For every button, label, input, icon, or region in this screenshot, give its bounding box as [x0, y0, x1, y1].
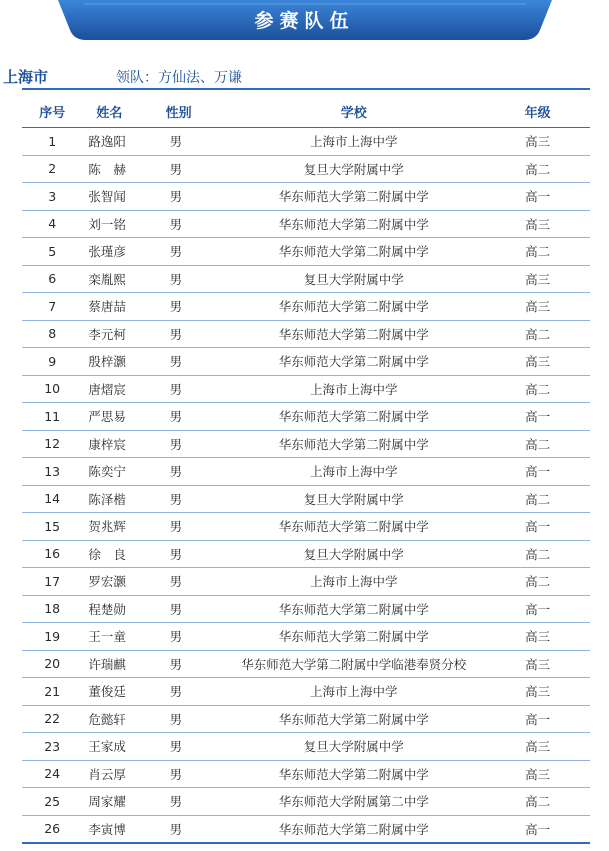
cell-gender: 男	[162, 183, 223, 211]
table-row	[22, 238, 590, 266]
table-row	[22, 155, 590, 183]
cell-no: 18	[22, 595, 82, 623]
cell-school: 复旦大学附属中学	[222, 265, 485, 293]
cell-no: 14	[22, 485, 82, 513]
cell-no: 15	[22, 513, 82, 541]
cell-no: 8	[22, 320, 82, 348]
region-header	[0, 66, 590, 86]
table-row	[22, 623, 590, 651]
cell-name: 刘一铭	[82, 210, 161, 238]
cell-gender: 男	[162, 155, 223, 183]
cell-school: 华东师范大学第二附属中学	[222, 705, 485, 733]
cell-school: 上海市上海中学	[222, 128, 485, 156]
cell-name: 路逸阳	[82, 128, 161, 156]
cell-name: 陈泽楷	[82, 485, 161, 513]
col-header-school: 学校	[222, 96, 485, 128]
cell-no: 7	[22, 293, 82, 321]
cell-gender: 男	[162, 623, 223, 651]
cell-no: 1	[22, 128, 82, 156]
cell-school: 华东师范大学第二附属中学	[222, 513, 485, 541]
cell-school: 华东师范大学第二附属中学	[222, 320, 485, 348]
table-row	[22, 540, 590, 568]
cell-school: 上海市上海中学	[222, 678, 485, 706]
cell-no: 23	[22, 733, 82, 761]
region-name: 上海市	[3, 68, 49, 86]
cell-no: 20	[22, 650, 82, 678]
cell-gender: 男	[162, 293, 223, 321]
cell-name: 陈 赫	[82, 155, 161, 183]
table-row	[22, 485, 590, 513]
cell-gender: 男	[162, 705, 223, 733]
table-row	[22, 513, 590, 541]
table-row	[22, 815, 590, 843]
cell-grade: 高一	[485, 815, 590, 843]
team-table	[22, 96, 590, 844]
cell-no: 26	[22, 815, 82, 843]
cell-name: 许瑞麒	[82, 650, 161, 678]
cell-school: 华东师范大学第二附属中学	[222, 348, 485, 376]
cell-school: 华东师范大学第二附属中学	[222, 403, 485, 431]
cell-no: 5	[22, 238, 82, 266]
table-row	[22, 650, 590, 678]
table-row	[22, 733, 590, 761]
cell-name: 张智闻	[82, 183, 161, 211]
cell-no: 10	[22, 375, 82, 403]
cell-no: 9	[22, 348, 82, 376]
table-row	[22, 705, 590, 733]
cell-school: 上海市上海中学	[222, 375, 485, 403]
cell-name: 王一童	[82, 623, 161, 651]
cell-gender: 男	[162, 485, 223, 513]
cell-name: 董俊廷	[82, 678, 161, 706]
cell-gender: 男	[162, 348, 223, 376]
cell-no: 22	[22, 705, 82, 733]
cell-gender: 男	[162, 650, 223, 678]
cell-no: 6	[22, 265, 82, 293]
cell-school: 华东师范大学第二附属中学临港奉贤分校	[222, 650, 485, 678]
cell-grade: 高二	[485, 320, 590, 348]
table-row	[22, 128, 590, 156]
cell-grade: 高一	[485, 513, 590, 541]
cell-grade: 高三	[485, 678, 590, 706]
page-title: 参赛队伍	[254, 10, 355, 32]
table-row	[22, 348, 590, 376]
table-row	[22, 458, 590, 486]
cell-name: 康梓宸	[82, 430, 161, 458]
cell-name: 蔡唐喆	[82, 293, 161, 321]
cell-school: 上海市上海中学	[222, 458, 485, 486]
table-row	[22, 788, 590, 816]
cell-no: 4	[22, 210, 82, 238]
cell-grade: 高二	[485, 540, 590, 568]
table-row	[22, 375, 590, 403]
cell-name: 栾胤熙	[82, 265, 161, 293]
table-header-row	[22, 96, 590, 128]
cell-grade: 高一	[485, 183, 590, 211]
table-row	[22, 568, 590, 596]
table-row	[22, 595, 590, 623]
cell-gender: 男	[162, 513, 223, 541]
table-row	[22, 430, 590, 458]
cell-grade: 高一	[485, 458, 590, 486]
cell-grade: 高三	[485, 650, 590, 678]
table-row	[22, 265, 590, 293]
cell-school: 华东师范大学第二附属中学	[222, 293, 485, 321]
cell-name: 徐 良	[82, 540, 161, 568]
cell-gender: 男	[162, 128, 223, 156]
cell-grade: 高三	[485, 265, 590, 293]
cell-no: 25	[22, 788, 82, 816]
cell-name: 唐熠宸	[82, 375, 161, 403]
cell-school: 华东师范大学附属第二中学	[222, 788, 485, 816]
cell-no: 17	[22, 568, 82, 596]
cell-grade: 高三	[485, 128, 590, 156]
cell-gender: 男	[162, 788, 223, 816]
cell-gender: 男	[162, 320, 223, 348]
cell-no: 3	[22, 183, 82, 211]
cell-gender: 男	[162, 595, 223, 623]
table-row	[22, 293, 590, 321]
cell-school: 华东师范大学第二附属中学	[222, 760, 485, 788]
col-header-grade: 年级	[485, 96, 590, 128]
cell-grade: 高三	[485, 760, 590, 788]
cell-grade: 高二	[485, 238, 590, 266]
cell-gender: 男	[162, 375, 223, 403]
cell-school: 华东师范大学第二附属中学	[222, 238, 485, 266]
col-header-gender: 性别	[162, 96, 223, 128]
cell-grade: 高二	[485, 485, 590, 513]
cell-grade: 高三	[485, 733, 590, 761]
header-rule	[22, 88, 590, 90]
cell-name: 周家耀	[82, 788, 161, 816]
cell-name: 陈奕宁	[82, 458, 161, 486]
table-row	[22, 678, 590, 706]
cell-name: 程楚勋	[82, 595, 161, 623]
cell-name: 危懿轩	[82, 705, 161, 733]
cell-gender: 男	[162, 733, 223, 761]
cell-no: 21	[22, 678, 82, 706]
cell-grade: 高三	[485, 623, 590, 651]
title-banner	[0, 0, 609, 44]
cell-grade: 高一	[485, 595, 590, 623]
cell-name: 李元柯	[82, 320, 161, 348]
cell-name: 贺兆辉	[82, 513, 161, 541]
cell-gender: 男	[162, 568, 223, 596]
cell-school: 华东师范大学第二附属中学	[222, 210, 485, 238]
cell-school: 华东师范大学第二附属中学	[222, 815, 485, 843]
cell-no: 24	[22, 760, 82, 788]
table-row	[22, 760, 590, 788]
cell-grade: 高一	[485, 403, 590, 431]
cell-school: 华东师范大学第二附属中学	[222, 623, 485, 651]
cell-no: 19	[22, 623, 82, 651]
cell-grade: 高一	[485, 705, 590, 733]
cell-no: 11	[22, 403, 82, 431]
cell-gender: 男	[162, 265, 223, 293]
col-header-no: 序号	[22, 96, 82, 128]
cell-no: 12	[22, 430, 82, 458]
cell-name: 肖云厚	[82, 760, 161, 788]
cell-name: 严思易	[82, 403, 161, 431]
cell-name: 殷梓灏	[82, 348, 161, 376]
cell-gender: 男	[162, 815, 223, 843]
cell-grade: 高三	[485, 210, 590, 238]
cell-school: 复旦大学附属中学	[222, 485, 485, 513]
cell-no: 13	[22, 458, 82, 486]
cell-school: 华东师范大学第二附属中学	[222, 430, 485, 458]
cell-school: 华东师范大学第二附属中学	[222, 183, 485, 211]
table-row	[22, 183, 590, 211]
cell-school: 复旦大学附属中学	[222, 733, 485, 761]
cell-grade: 高二	[485, 375, 590, 403]
table-row	[22, 320, 590, 348]
cell-no: 16	[22, 540, 82, 568]
cell-name: 罗宏灏	[82, 568, 161, 596]
cell-gender: 男	[162, 430, 223, 458]
cell-gender: 男	[162, 458, 223, 486]
cell-name: 张瑾彦	[82, 238, 161, 266]
cell-gender: 男	[162, 760, 223, 788]
cell-gender: 男	[162, 540, 223, 568]
cell-name: 李寅博	[82, 815, 161, 843]
cell-school: 上海市上海中学	[222, 568, 485, 596]
cell-grade: 高二	[485, 788, 590, 816]
team-leaders: 领队：方仙法、万谦	[116, 70, 242, 86]
cell-gender: 男	[162, 210, 223, 238]
cell-name: 王家成	[82, 733, 161, 761]
cell-grade: 高二	[485, 568, 590, 596]
col-header-name: 姓名	[82, 96, 161, 128]
table-row	[22, 403, 590, 431]
cell-grade: 高二	[485, 155, 590, 183]
table-row	[22, 210, 590, 238]
cell-grade: 高三	[485, 293, 590, 321]
cell-gender: 男	[162, 403, 223, 431]
cell-gender: 男	[162, 678, 223, 706]
cell-school: 华东师范大学第二附属中学	[222, 595, 485, 623]
cell-gender: 男	[162, 238, 223, 266]
cell-no: 2	[22, 155, 82, 183]
cell-grade: 高三	[485, 348, 590, 376]
cell-school: 复旦大学附属中学	[222, 540, 485, 568]
cell-grade: 高二	[485, 430, 590, 458]
cell-school: 复旦大学附属中学	[222, 155, 485, 183]
